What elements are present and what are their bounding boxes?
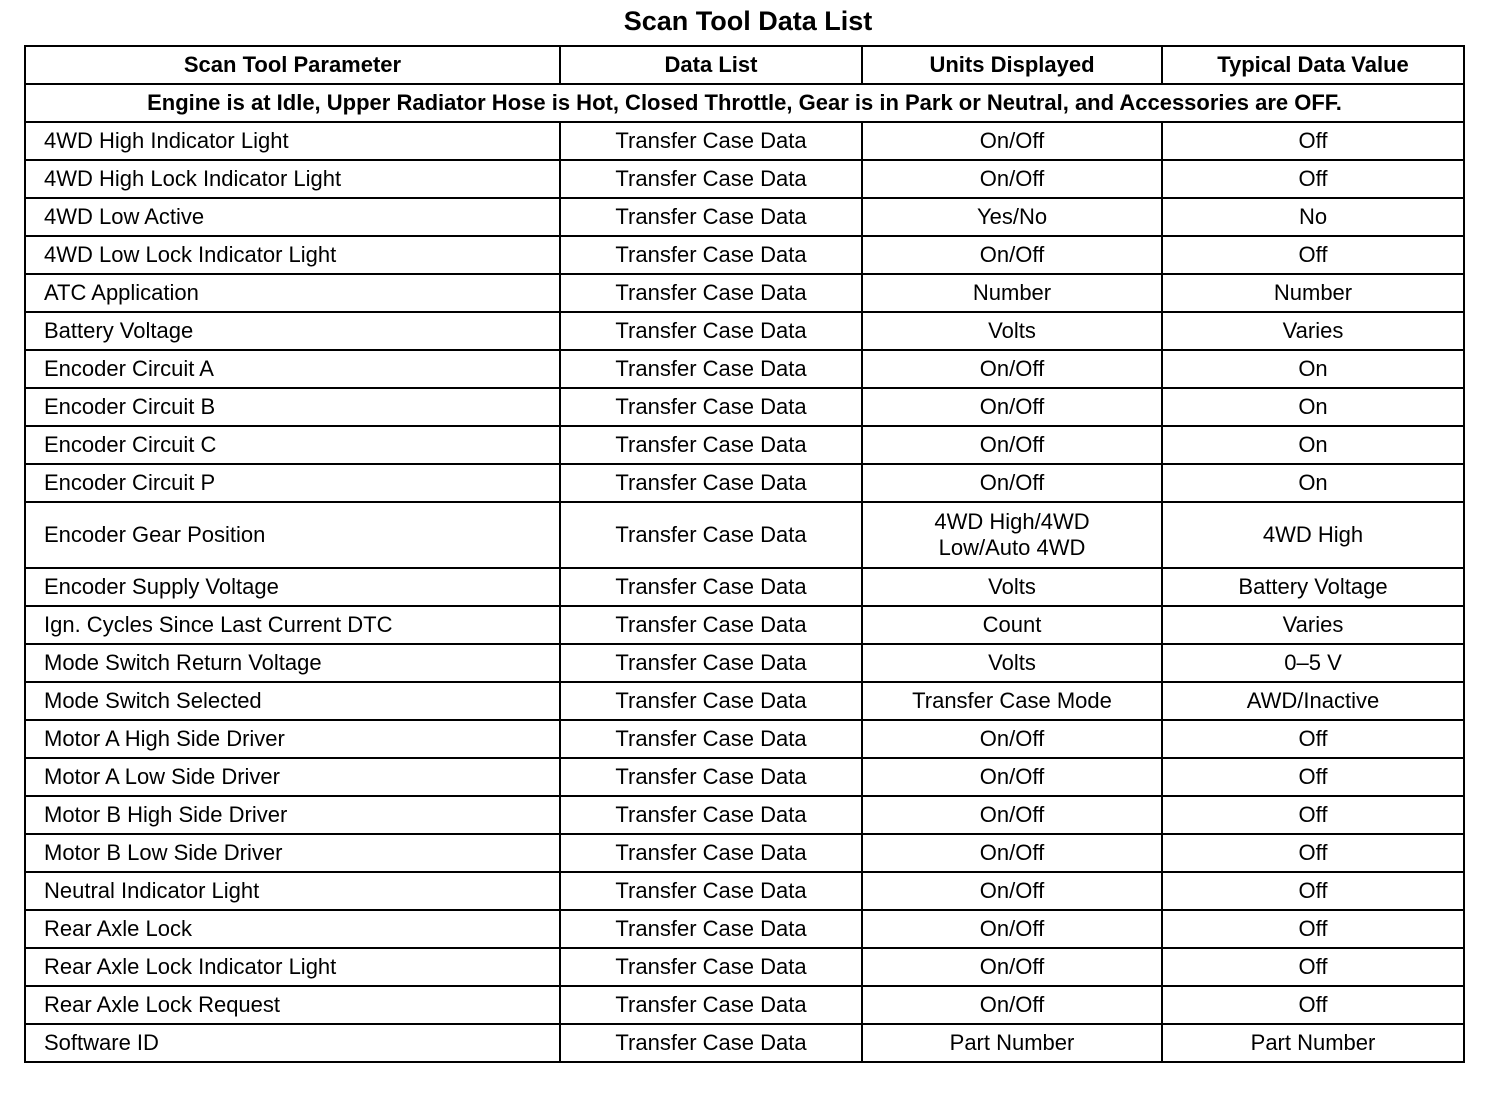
- table-row: [25, 796, 1464, 834]
- parameter-cell: 4WD Low Lock Indicator Light: [25, 236, 560, 274]
- typical-value-cell: 4WD High: [1162, 502, 1464, 568]
- table-row: [25, 644, 1464, 682]
- units-cell: On/Off: [862, 122, 1162, 160]
- table-row: [25, 464, 1464, 502]
- parameter-cell: Encoder Circuit C: [25, 426, 560, 464]
- parameter-cell: Ign. Cycles Since Last Current DTC: [25, 606, 560, 644]
- table-row: [25, 312, 1464, 350]
- table-row: [25, 160, 1464, 198]
- data-list-cell: Transfer Case Data: [560, 720, 862, 758]
- header-parameter: Scan Tool Parameter: [25, 46, 560, 84]
- data-list-cell: Transfer Case Data: [560, 568, 862, 606]
- condition-text: Engine is at Idle, Upper Radiator Hose is Hot, Closed Throttle, Gear is in Park or Neutral, and Accessories are OFF.: [25, 84, 1464, 122]
- table-row: [25, 388, 1464, 426]
- parameter-cell: Motor B High Side Driver: [25, 796, 560, 834]
- parameter-cell: Motor B Low Side Driver: [25, 834, 560, 872]
- typical-value-cell: On: [1162, 388, 1464, 426]
- table-row: [25, 502, 1464, 568]
- data-list-cell: Transfer Case Data: [560, 986, 862, 1024]
- typical-value-cell: Off: [1162, 160, 1464, 198]
- table-row: [25, 682, 1464, 720]
- table-row: [25, 872, 1464, 910]
- data-list-cell: Transfer Case Data: [560, 350, 862, 388]
- typical-value-cell: Off: [1162, 796, 1464, 834]
- units-cell: Transfer Case Mode: [862, 682, 1162, 720]
- typical-value-cell: Off: [1162, 872, 1464, 910]
- typical-value-cell: Varies: [1162, 312, 1464, 350]
- data-list-cell: Transfer Case Data: [560, 644, 862, 682]
- parameter-cell: Encoder Circuit A: [25, 350, 560, 388]
- data-list-cell: Transfer Case Data: [560, 388, 862, 426]
- units-cell: On/Off: [862, 236, 1162, 274]
- units-cell: On/Off: [862, 910, 1162, 948]
- typical-value-cell: Varies: [1162, 606, 1464, 644]
- units-cell: On/Off: [862, 426, 1162, 464]
- units-cell: On/Off: [862, 720, 1162, 758]
- typical-value-cell: Off: [1162, 986, 1464, 1024]
- typical-value-cell: 0–5 V: [1162, 644, 1464, 682]
- units-cell: 4WD High/4WD Low/Auto 4WD: [862, 502, 1162, 568]
- typical-value-cell: On: [1162, 426, 1464, 464]
- table-row: [25, 834, 1464, 872]
- parameter-cell: Mode Switch Return Voltage: [25, 644, 560, 682]
- units-cell: Count: [862, 606, 1162, 644]
- data-list-cell: Transfer Case Data: [560, 796, 862, 834]
- typical-value-cell: On: [1162, 464, 1464, 502]
- data-list-cell: Transfer Case Data: [560, 312, 862, 350]
- units-cell: On/Off: [862, 350, 1162, 388]
- data-list-cell: Transfer Case Data: [560, 274, 862, 312]
- table-row: [25, 274, 1464, 312]
- parameter-cell: Encoder Circuit B: [25, 388, 560, 426]
- units-cell: Volts: [862, 568, 1162, 606]
- table-row: [25, 910, 1464, 948]
- typical-value-cell: Number: [1162, 274, 1464, 312]
- table-row: [25, 986, 1464, 1024]
- header-units: Units Displayed: [862, 46, 1162, 84]
- parameter-cell: 4WD Low Active: [25, 198, 560, 236]
- units-cell: On/Off: [862, 758, 1162, 796]
- parameter-cell: Encoder Circuit P: [25, 464, 560, 502]
- typical-value-cell: Off: [1162, 236, 1464, 274]
- table-row: [25, 350, 1464, 388]
- units-cell: Volts: [862, 312, 1162, 350]
- data-list-cell: Transfer Case Data: [560, 464, 862, 502]
- units-cell: On/Off: [862, 160, 1162, 198]
- parameter-cell: Rear Axle Lock Request: [25, 986, 560, 1024]
- data-list-cell: Transfer Case Data: [560, 606, 862, 644]
- units-cell: On/Off: [862, 986, 1162, 1024]
- units-cell: On/Off: [862, 796, 1162, 834]
- typical-value-cell: Off: [1162, 910, 1464, 948]
- table-row: [25, 758, 1464, 796]
- data-list-cell: Transfer Case Data: [560, 236, 862, 274]
- units-cell: On/Off: [862, 872, 1162, 910]
- header-row: [25, 46, 1464, 84]
- typical-value-cell: Part Number: [1162, 1024, 1464, 1062]
- parameter-cell: ATC Application: [25, 274, 560, 312]
- parameter-cell: Battery Voltage: [25, 312, 560, 350]
- data-list-cell: Transfer Case Data: [560, 160, 862, 198]
- condition-row: [25, 84, 1464, 122]
- parameter-cell: Encoder Supply Voltage: [25, 568, 560, 606]
- parameter-cell: Mode Switch Selected: [25, 682, 560, 720]
- typical-value-cell: Off: [1162, 758, 1464, 796]
- typical-value-cell: On: [1162, 350, 1464, 388]
- typical-value-cell: AWD/Inactive: [1162, 682, 1464, 720]
- table-row: [25, 122, 1464, 160]
- units-cell: On/Off: [862, 464, 1162, 502]
- data-list-cell: Transfer Case Data: [560, 682, 862, 720]
- data-list-cell: Transfer Case Data: [560, 834, 862, 872]
- table-row: [25, 426, 1464, 464]
- units-cell: On/Off: [862, 834, 1162, 872]
- data-list-cell: Transfer Case Data: [560, 122, 862, 160]
- units-cell: Number: [862, 274, 1162, 312]
- data-list-cell: Transfer Case Data: [560, 758, 862, 796]
- parameter-cell: Neutral Indicator Light: [25, 872, 560, 910]
- data-list-cell: Transfer Case Data: [560, 426, 862, 464]
- table-row: [25, 720, 1464, 758]
- parameter-cell: Encoder Gear Position: [25, 502, 560, 568]
- header-data-list: Data List: [560, 46, 862, 84]
- table-row: [25, 1024, 1464, 1062]
- units-cell: Yes/No: [862, 198, 1162, 236]
- units-cell: Volts: [862, 644, 1162, 682]
- table-row: [25, 948, 1464, 986]
- typical-value-cell: No: [1162, 198, 1464, 236]
- table-row: [25, 236, 1464, 274]
- parameter-cell: 4WD High Indicator Light: [25, 122, 560, 160]
- typical-value-cell: Off: [1162, 834, 1464, 872]
- parameter-cell: Software ID: [25, 1024, 560, 1062]
- page-title: Scan Tool Data List: [623, 6, 873, 36]
- typical-value-cell: Off: [1162, 122, 1464, 160]
- table-row: [25, 198, 1464, 236]
- data-list-cell: Transfer Case Data: [560, 502, 862, 568]
- typical-value-cell: Off: [1162, 720, 1464, 758]
- data-list-cell: Transfer Case Data: [560, 872, 862, 910]
- data-list-cell: Transfer Case Data: [560, 910, 862, 948]
- table-row: [25, 606, 1464, 644]
- data-list-cell: Transfer Case Data: [560, 1024, 862, 1062]
- units-cell: Part Number: [862, 1024, 1162, 1062]
- typical-value-cell: Battery Voltage: [1162, 568, 1464, 606]
- data-list-cell: Transfer Case Data: [560, 948, 862, 986]
- parameter-cell: Rear Axle Lock Indicator Light: [25, 948, 560, 986]
- parameter-cell: Motor A High Side Driver: [25, 720, 560, 758]
- typical-value-cell: Off: [1162, 948, 1464, 986]
- parameter-cell: Motor A Low Side Driver: [25, 758, 560, 796]
- parameter-cell: 4WD High Lock Indicator Light: [25, 160, 560, 198]
- units-cell: On/Off: [862, 388, 1162, 426]
- parameter-cell: Rear Axle Lock: [25, 910, 560, 948]
- units-cell: On/Off: [862, 948, 1162, 986]
- header-typical-value: Typical Data Value: [1162, 46, 1464, 84]
- data-list-cell: Transfer Case Data: [560, 198, 862, 236]
- table-row: [25, 568, 1464, 606]
- scan-tool-data-table: [24, 45, 1465, 1063]
